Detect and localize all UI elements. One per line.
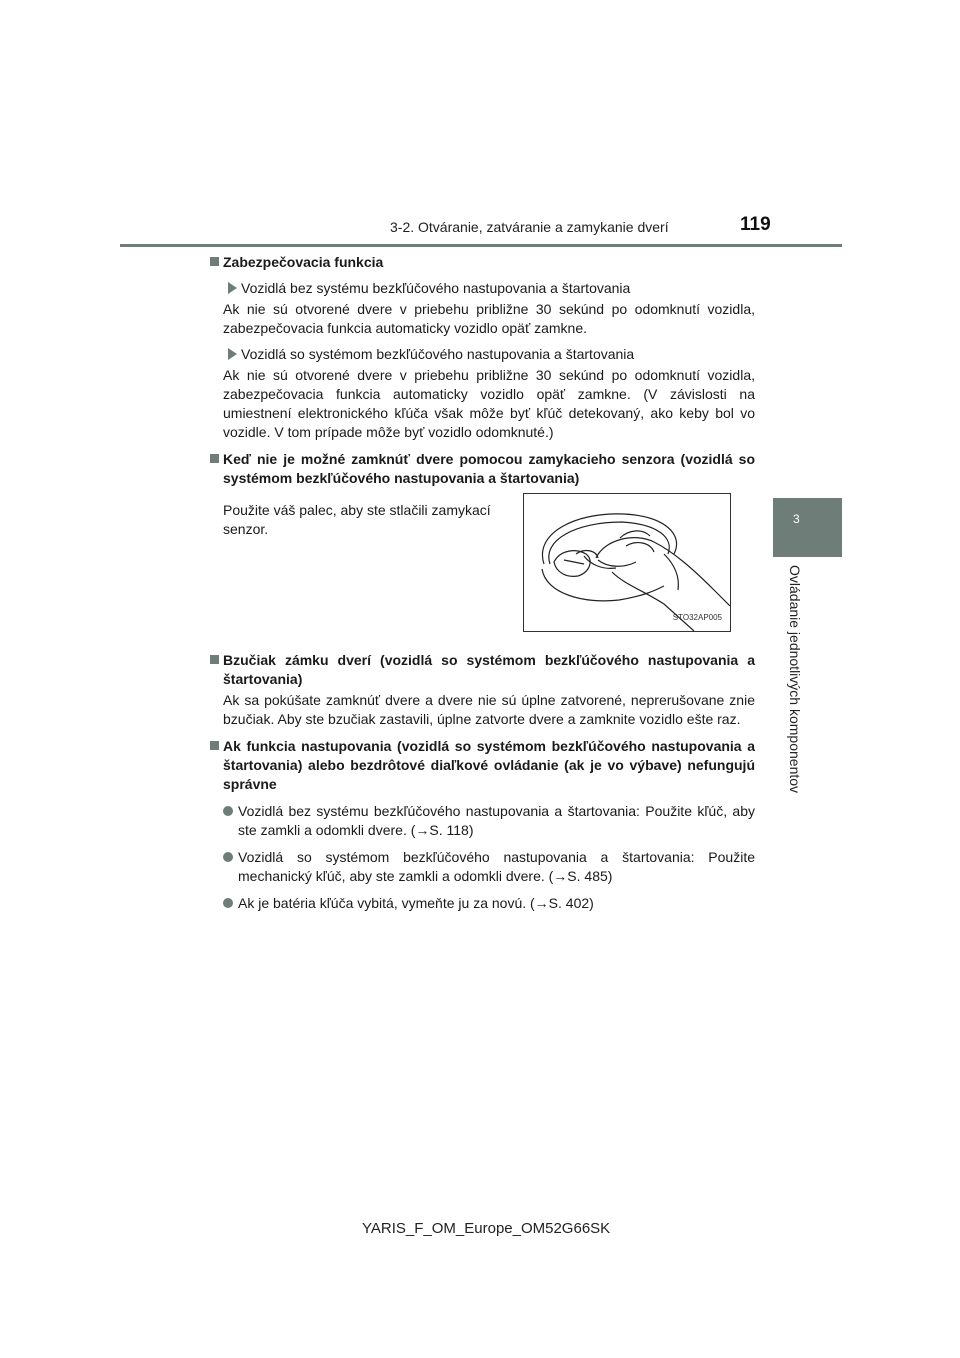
- subheading: Vozidlá so systémom bezkľúčového nastupovania a štartovania: [228, 345, 755, 364]
- section-heading: Zabezpečovacia funkcia: [210, 253, 755, 272]
- square-bullet-icon: [210, 741, 219, 750]
- figure-row: [210, 493, 755, 643]
- page-number: 119: [740, 214, 771, 235]
- figure-caption: Použite váš palec, aby ste stlačili zamykací senzor.: [223, 502, 491, 537]
- list-item: Vozidlá so systémom bezkľúčového nastupovania a štartovania: Použite mechanický kľúč, aby ste zamkli a odomkli dvere. (→S. 485): [223, 848, 755, 886]
- section-heading: Keď nie je možné zamknúť dvere pomocou zamykacieho senzora (vozidlá so systémom bezkľúčového nastupovania a štartovania): [210, 450, 755, 488]
- section-heading: Bzučiak zámku dverí (vozidlá so systémom bezkľúčového nastupovania a štartovania): [210, 651, 755, 689]
- section-header: 3-2. Otváranie, zatváranie a zamykanie dverí: [390, 219, 669, 235]
- section-heading: Ak funkcia nastupovania (vozidlá so systémom bezkľúčového nastupovania a štartovania) alebo bezdrôtové diaľkové ovládanie (ak je vo výbave) nefungujú správne: [210, 737, 755, 794]
- chapter-tab: [773, 498, 842, 557]
- chapter-title: Ovládanie jednotlivých komponentov: [787, 565, 803, 794]
- figure-code: STO32AP005: [672, 613, 722, 622]
- page-content: [210, 253, 755, 913]
- triangle-bullet-icon: [228, 282, 237, 294]
- document-footer: YARIS_F_OM_Europe_OM52G66SK: [362, 1220, 611, 1237]
- circle-bullet-icon: [223, 806, 233, 816]
- triangle-bullet-icon: [228, 348, 237, 360]
- list-item: Vozidlá bez systému bezkľúčového nastupovania a štartovania: Použite kľúč, aby ste zamkli a odomkli dvere. (→S. 118): [223, 802, 755, 840]
- paragraph: Ak nie sú otvorené dvere v priebehu približne 30 sekúnd po odomknutí vozidla, zabezpečovacia funkcia automaticky vozidlo opäť zamkne. (V závislosti na umiestnení elektronického kľúča však môže byť kľúč detekovaný, ako keby bol vo vozidle. V tom prípade môže byť vozidlo odomknuté.): [223, 367, 755, 440]
- circle-bullet-icon: [223, 852, 233, 862]
- square-bullet-icon: [210, 655, 219, 664]
- paragraph: Ak nie sú otvorené dvere v priebehu približne 30 sekúnd po odomknutí vozidla, zabezpečovacia funkcia automaticky vozidlo opäť zamkne.: [223, 301, 755, 336]
- paragraph: Ak sa pokúšate zamknúť dvere a dvere nie sú úplne zatvorené, neprerušovane znie bzučiak. Aby ste bzučiak zastavili, úplne zatvorte dvere a zamknite vozidlo ešte raz.: [223, 692, 755, 727]
- subheading: Vozidlá bez systému bezkľúčového nastupovania a štartovania: [228, 279, 755, 298]
- square-bullet-icon: [210, 257, 219, 266]
- header-divider: [120, 244, 842, 247]
- list-item: Ak je batéria kľúča vybitá, vymeňte ju za novú. (→S. 402): [223, 894, 755, 913]
- square-bullet-icon: [210, 454, 219, 463]
- door-handle-illustration: [523, 493, 731, 632]
- chapter-number: 3: [793, 512, 800, 526]
- circle-bullet-icon: [223, 898, 233, 908]
